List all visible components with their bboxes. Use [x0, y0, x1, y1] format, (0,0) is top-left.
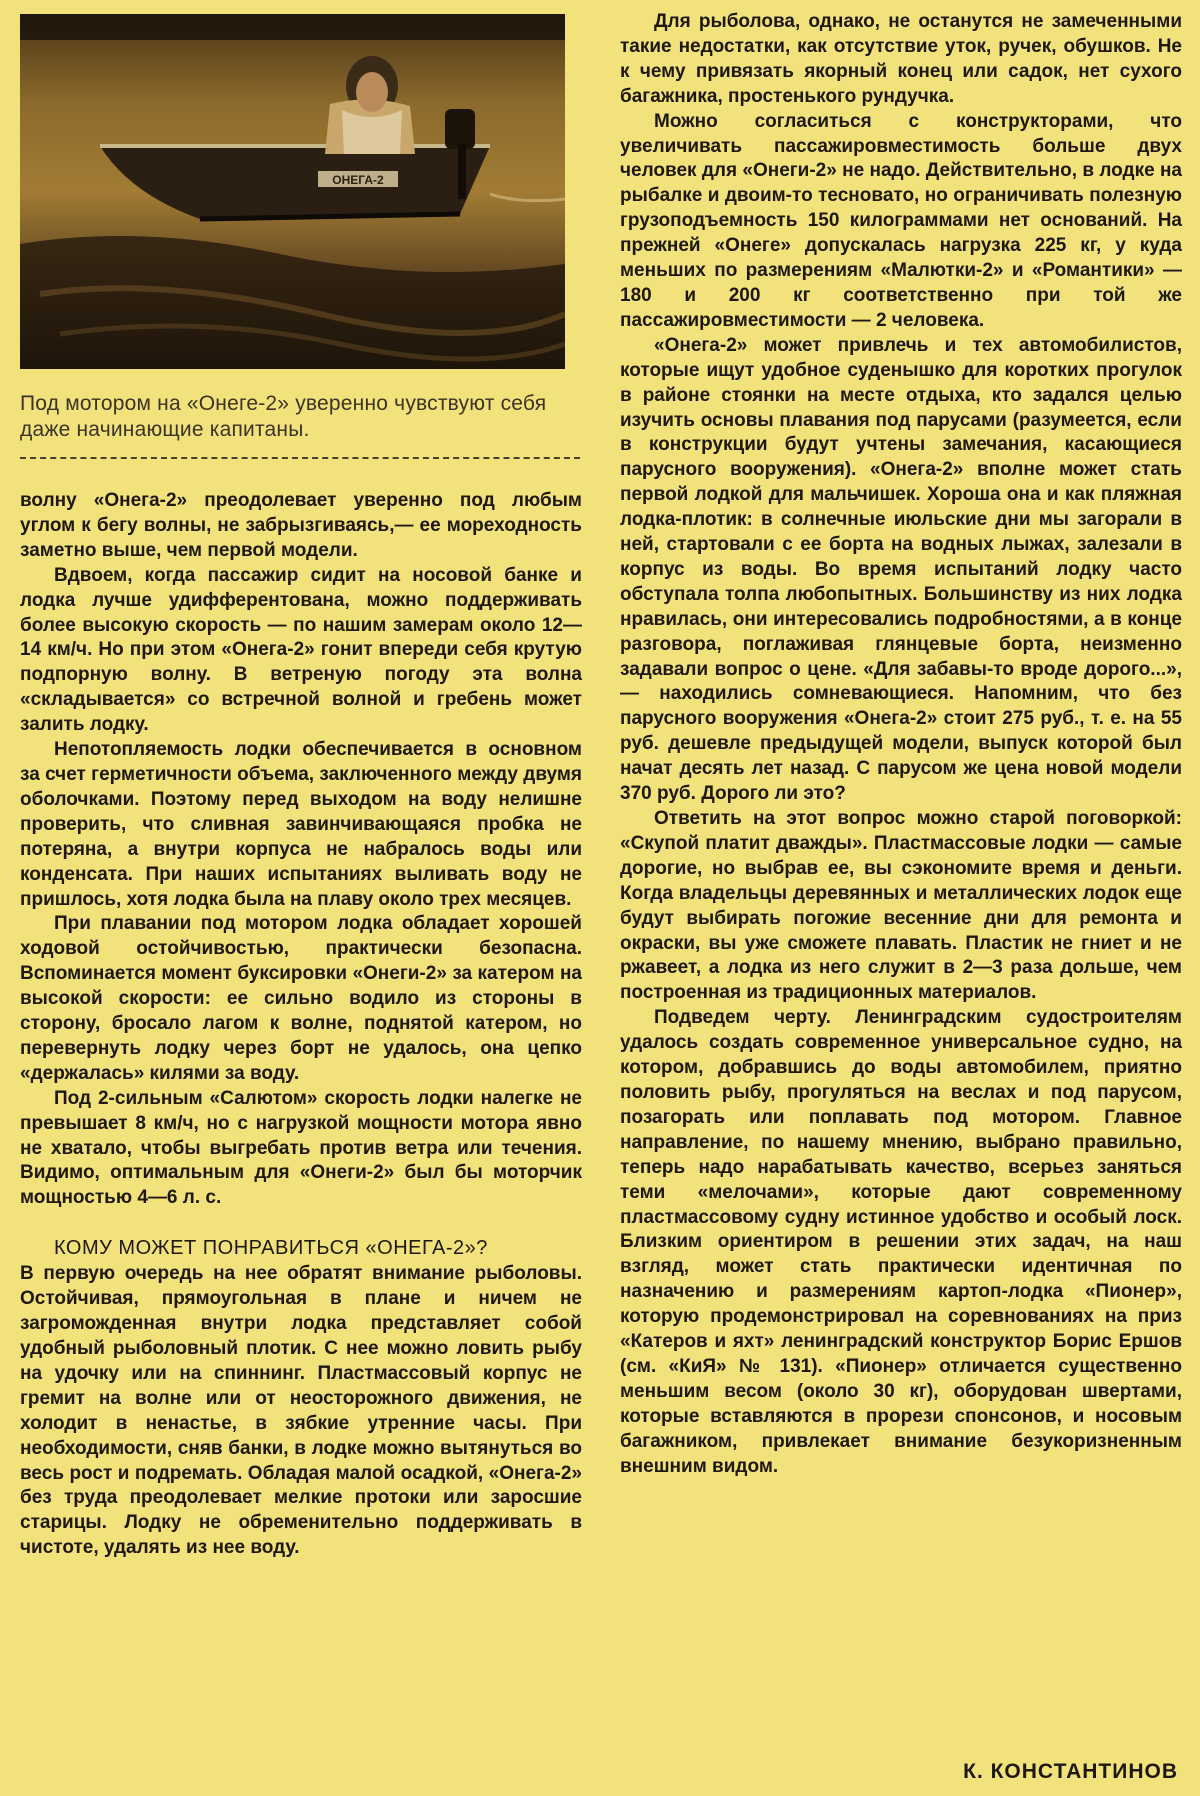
paragraph: «Онега-2» может привлечь и тех автомобилистов, которые ищут удобное суденышко для коротких прогулок в районе стоянки на месте отдыха, кто задался целью изучить основы плавания под парусами (разумеется, если в конструкции будут учтены замечания, касающиеся парусного вооружения). «Онега-2» вполне может стать первой лодкой для мальчишек. Хороша она и как пляжная лодка-плотик: в солнечные июльские дни мы загорали в ней, стартовали с ее борта на водных лыжах, залезали в корпус из воды. Во время испытаний лодку часто обступала толпа любопытных. Большинству из них лодка нравилась, они интересовались подробностями, а в конце разговора, поглаживая глянцевые борта, неизменно задавали вопрос о цене. «Для забавы-то вроде дорого...»,— находились сомневающиеся. Напомним, что без парусного вооружения «Онега-2» стоит 275 руб., т. е. на 55 руб. дешевле предыдущей модели, выпуск которой был начат десять лет назад. С парусом же цена новой модели 370 руб. Дорого ли это?: [620, 334, 1182, 805]
paragraph: Вдвоем, когда пассажир сидит на носовой банке и лодка лучше удифферентована, можно поддерживать более высокую скорость — по нашим замерам около 12—14 км/ч. Но при этом «Онега-2» гонит впереди себя крутую подпорную волну. В ветреную погоду эта волна «складывается» со встречной волной и гребень может залить лодку.: [20, 564, 582, 736]
paragraph: Под 2-сильным «Салютом» скорость лодки налегке не превышает 8 км/ч, но с нагрузкой мощности мотора явно не хватало, чтобы выгребать против ветра или течения. Видимо, оптимальным для «Онеги-2» был бы моторчик мощностью 4—6 л. с.: [20, 1087, 582, 1209]
right-body-text: [620, 10, 1182, 1479]
paragraph: волну «Онега-2» преодолевает уверенно под любым углом к бегу волны, не забрызгиваясь,— ее мореходность заметно выше, чем первой модели.: [20, 490, 582, 561]
paragraph: Для рыболова, однако, не останутся не замеченными такие недостатки, как отсутствие уток, ручек, обушков. Не к чему привязать якорный конец или садок, нет сухого багажника, простенького рундучка.: [620, 11, 1182, 107]
left-column: [20, 14, 582, 1561]
section-divider: [20, 457, 580, 459]
left-body-text: [20, 489, 582, 1211]
paragraph: Ответить на этот вопрос можно старой поговоркой: «Скупой платит дважды». Пластмассовые лодки — самые дорогие, но выбрав ее, вы сэкономите время и деньги. Когда владельцы деревянных и металлических лодок еще будут выбирать погожие весенние дни для ремонта и окраски, вы уже сможете плавать. Пластик не гниет и не ржавеет, а лодка из него служит в 2—3 раза дольше, чем построенная из традиционных материалов.: [620, 808, 1182, 1004]
boat-photo: [20, 14, 565, 369]
photo-caption: Под мотором на «Онеге-2» уверенно чувствуют себя даже начинающие капитаны.: [20, 392, 547, 441]
author-signature: К. КОНСТАНТИНОВ: [963, 1760, 1178, 1783]
right-column: [620, 10, 1182, 1479]
section-heading: КОМУ МОЖЕТ ПОНРАВИТЬСЯ «ОНЕГА-2»?: [54, 1237, 488, 1260]
paragraph: Непотопляемость лодки обеспечивается в основном за счет герметичности объема, заключенного между двумя оболочками. Поэтому перед выходом на воду нелишне проверить, что сливная завинчивающаяся пробка не потеряна, а внутри корпуса не набралось воды или конденсата. При наших испытаниях выливать воду не пришлось, хотя лодка была на плаву около трех месяцев.: [20, 739, 582, 910]
paragraph: В первую очередь на нее обратят внимание рыболовы. Остойчивая, прямоугольная в плане и ничем не загроможденная внутри лодка представляет собой удобный рыболовный плотик. С нее можно ловить рыбу на удочку или на спиннинг. Пластмассовый корпус не гремит на волне или от неосторожного движения, не холодит в ненастье, в зябкие утренние часы. При необходимости, сняв банки, в лодке можно вытянуться во весь рост и подремать. Обладая малой осадкой, «Онега-2» без труда преодолевает мелкие протоки или заросшие старицы. Лодку не обременительно поддерживать в чистоте, удалять из нее воду.: [20, 1263, 582, 1559]
paragraph: Можно согласиться с конструкторами, что увеличивать пассажировместимость больше двух человек для «Онеги-2» не надо. Действительно, в лодке на рыбалке и двоим-то тесновато, но ограничивать полезную грузоподъемность 150 килограммами нет оснований. На прежней «Онеге» допускалась нагрузка 225 кг, у куда меньших по размерениям «Малютки-2» и «Романтики» — 180 и 200 кг соответственно при той же пассажировместимости — 2 человека.: [620, 110, 1182, 331]
paragraph: При плавании под мотором лодка обладает хорошей ходовой остойчивостью, практически безопасна. Вспоминается момент буксировки «Онеги-2» за катером на высокой скорости: ее сильно водило из стороны в сторону, бросало лагом к волне, поднятой катером, но перевернуть лодку через борт не удалось, она цепко «держалась» килями за воду.: [20, 913, 582, 1084]
section-body-text: [20, 1262, 582, 1561]
hull-label: ОНЕГА-2: [332, 173, 384, 187]
paragraph: Подведем черту. Ленинградским судостроителям удалось создать современное универсальное судно, на котором, добравшись до воды автомобилем, приятно половить рыбу, прогуляться на веслах и под парусом, позагорать или поплавать под мотором. Главное направление, по нашему мнению, выбрано правильно, теперь надо нарабатывать качество, всерьез заняться теми «мелочами», которые дают современному пластмассовому судну истинное удобство и особый лоск. Близким ориентиром в решении этих задач, на наш взгляд, может стать практически идентичная по назначению и размерениям картоп-лодка «Пионер», которую продемонстрировал на соревнованиях на приз «Катеров и яхт» ленинградский конструктор Борис Ершов (см. «КиЯ» № 131). «Пионер» отличается существенно меньшим весом (около 30 кг), оборудован швертами, которые вставляются в прорези спонсонов, и носовым багажником, привлекает внимание безукоризненным внешним видом.: [620, 1007, 1182, 1477]
boat-photo-illustration: [20, 14, 565, 369]
